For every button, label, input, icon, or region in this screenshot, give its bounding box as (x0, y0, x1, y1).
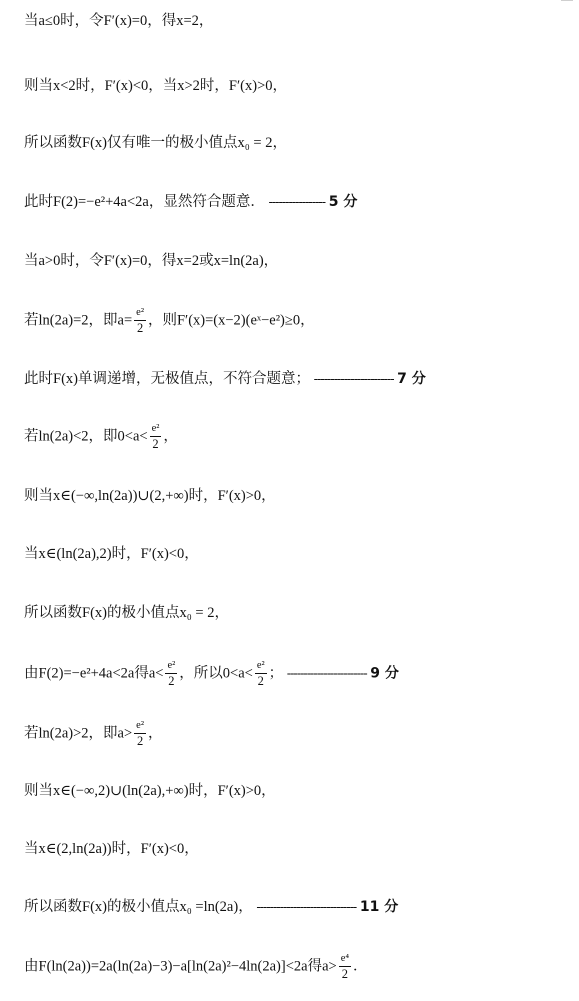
solution-line-2 (24, 74, 571, 98)
fraction (165, 661, 177, 687)
line-text-after: ． (353, 958, 368, 975)
fraction-numerator: e⁴ (339, 954, 351, 967)
solution-line-8 (24, 424, 571, 450)
fraction (339, 954, 351, 980)
solution-line-14 (24, 779, 571, 803)
line-text-mid: ，所以0<a< (179, 665, 253, 682)
line-text: 则当x<2时，F′(x)<0，当x>2时，F′(x)>0， (24, 78, 287, 94)
score-label: 5 分 (328, 194, 358, 210)
line-text: 当a>0时，令F′(x)=0，得x=2或x=ln(2a)， (24, 253, 279, 269)
solution-line-16 (24, 895, 571, 919)
fraction (150, 424, 162, 450)
fraction-numerator: e² (134, 308, 146, 321)
line-text: 此时F(x)单调递增，无极值点，不符合题意； (24, 371, 310, 387)
line-text: 则当x∈(−∞,ln(2a))∪(2,+∞)时，F′(x)>0， (24, 488, 276, 504)
page-corner-mark (561, 0, 573, 1)
fraction-denominator: 2 (152, 436, 159, 451)
fraction-numerator: e² (165, 661, 177, 674)
solution-line-13 (24, 721, 571, 747)
line-text-before: 若ln(2a)=2，即a= (24, 312, 133, 329)
solution-line-7 (24, 367, 571, 391)
fraction-denominator: 2 (168, 673, 175, 688)
line-text-after: ， (147, 725, 163, 742)
solution-line-4 (24, 190, 571, 214)
solution-line-5 (24, 249, 571, 273)
score-label: 11 分 (359, 899, 399, 915)
fraction-numerator: e² (255, 661, 267, 674)
line-text: 则当x∈(−∞,2)∪(ln(2a),+∞)时，F′(x)>0， (24, 783, 276, 799)
score-leader-dashes: ----------------- (268, 195, 326, 209)
fraction (134, 308, 146, 334)
solution-line-12 (24, 661, 571, 687)
solution-line-3 (24, 131, 571, 155)
fraction-denominator: 2 (136, 733, 144, 748)
score-leader-dashes: ------------------------------ (256, 900, 357, 914)
fraction-denominator: 2 (341, 966, 348, 981)
solution-line-15 (24, 837, 571, 861)
line-text: 所以函数F(x)的极小值点x₀ = 2， (24, 605, 229, 621)
line-text-before: 若ln(2a)>2，即a> (24, 725, 133, 742)
fraction-numerator: e² (150, 424, 162, 437)
solution-line-9 (24, 484, 571, 508)
line-text: 此时F(2)=−e²+4a<2a，显然符合题意． (24, 194, 265, 210)
solution-line-10 (24, 542, 571, 566)
score-leader-dashes: ------------------------ (286, 666, 367, 681)
line-text-before: 由F(2)=−e²+4a<2a得a< (24, 665, 164, 682)
line-text-after: ，则F′(x)=(x−2)(eˣ−e²)≥0， (147, 312, 315, 329)
score-leader-dashes: ------------------------ (313, 372, 394, 386)
score-label: 7 分 (397, 371, 426, 387)
solution-line-1 (24, 9, 571, 33)
line-text-before: 若ln(2a)<2，即0<a< (24, 428, 148, 445)
solution-line-11 (24, 601, 571, 625)
line-text-after: ； (268, 665, 284, 682)
line-text-after: ， (163, 428, 178, 445)
fraction (134, 721, 146, 747)
line-text: 所以函数F(x)的极小值点x₀ =ln(2a)， (24, 899, 253, 915)
score-label: 9 分 (370, 665, 399, 682)
fraction-numerator: e² (134, 721, 146, 734)
line-text: 当a≤0时，令F′(x)=0，得x=2， (24, 13, 214, 29)
fraction-denominator: 2 (136, 320, 144, 335)
solution-line-6 (24, 308, 571, 334)
line-text: 所以函数F(x)仅有唯一的极小值点x₀ = 2， (24, 135, 287, 151)
solution-line-17 (24, 954, 571, 980)
line-text-before: 由F(ln(2a))=2a(ln(2a)−3)−a[ln(2a)²−4ln(2a)]<2a得a> (24, 958, 337, 975)
fraction (255, 661, 267, 687)
fraction-denominator: 2 (257, 673, 264, 688)
line-text: 当x∈(ln(2a),2)时，F′(x)<0， (24, 546, 199, 562)
line-text: 当x∈(2,ln(2a))时，F′(x)<0， (24, 841, 199, 857)
